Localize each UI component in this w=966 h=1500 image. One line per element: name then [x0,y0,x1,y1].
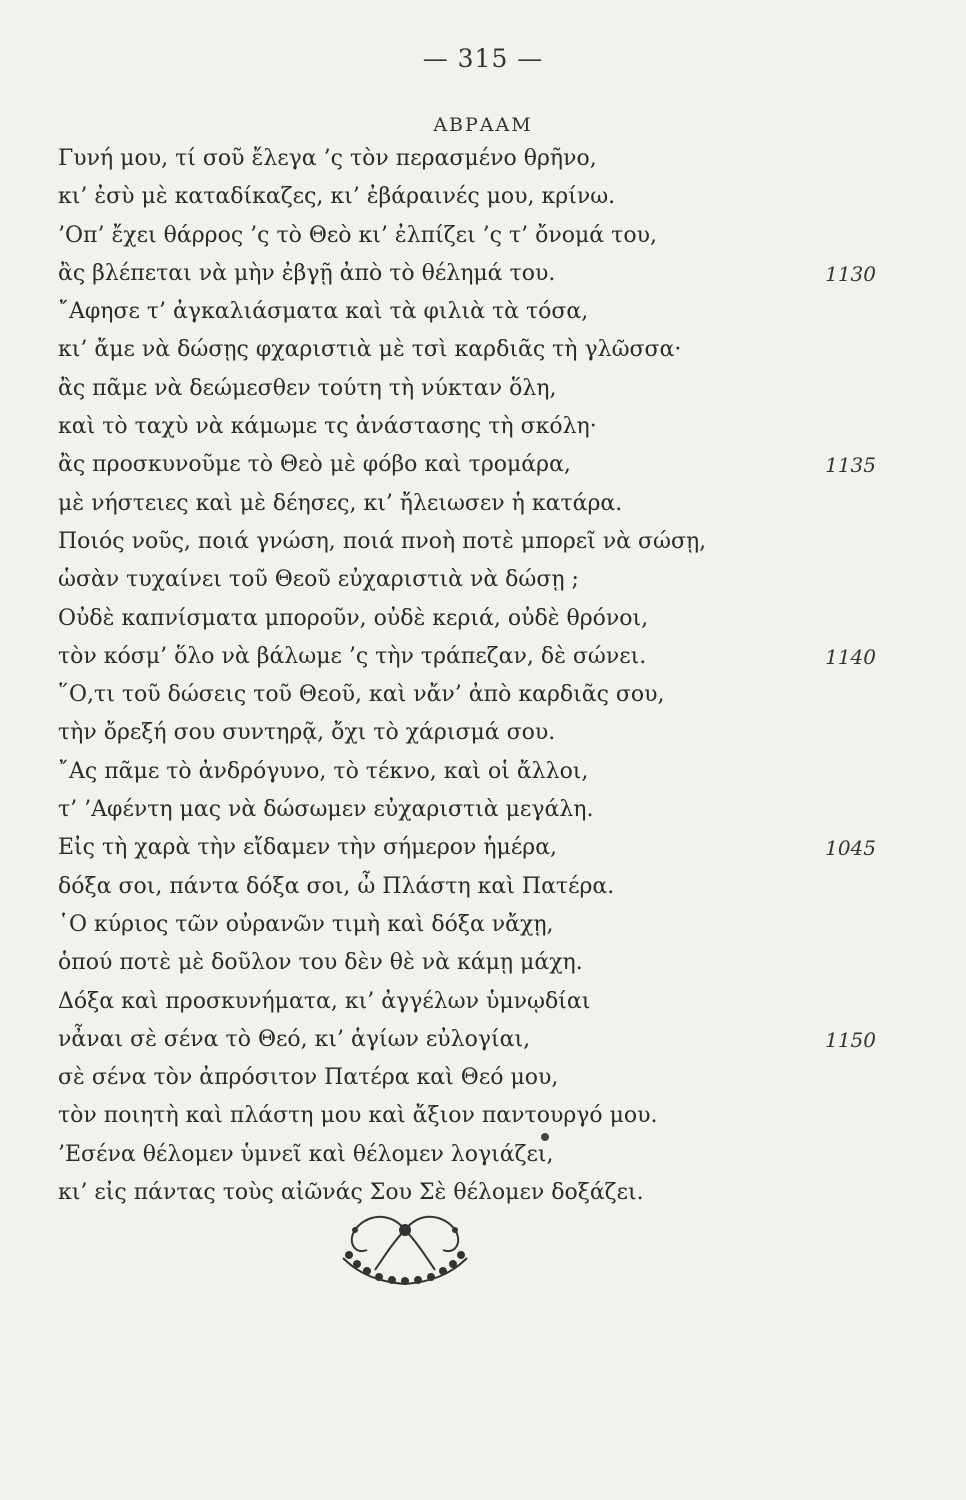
verse-line [58,561,888,599]
verse-text: σὲ σένα τὸν ἀπρόσιτον Πατέρα καὶ Θεό μου, [58,1065,559,1091]
line-number: 1140 [825,644,876,669]
verse-line [58,1021,888,1059]
verse-text: δόξα σοι, πάντα δόξα σοι, ὦ Πλάστη καὶ Πατέρα. [58,873,615,899]
floral-bow-ornament-icon [335,1200,475,1290]
verse-text: τ’ ’Αφέντη μας νὰ δώσωμεν εὐχαριστιὰ μεγάλη. [58,797,594,823]
verse-line [58,753,888,791]
verse-text: νἆναι σὲ σένα τὸ Θεό, κι’ ἁγίων εὐλογίαι, [58,1026,531,1052]
verse-text: Εἰς τὴ χαρὰ τὴν εἴδαμεν τὴν σήμερον ἡμέρα, [58,835,558,861]
verse-text: κι’ ἐσὺ μὲ καταδίκαζες, κι’ ἐβάραινές μου, κρίνω. [58,184,616,210]
verse-text: τὸν ποιητὴ καὶ πλάστη μου καὶ ἄξιον παντουργό μου. [58,1103,658,1129]
ink-dot [541,1133,549,1141]
verse-line [58,676,888,714]
verse-line [58,868,888,906]
verse-line [58,217,888,255]
verse-line [58,714,888,752]
verse-line [58,178,888,216]
verse-text: Οὐδὲ καπνίσματα μποροῦν, οὐδὲ κεριά, οὐδὲ θρόνοι, [58,605,649,631]
verse-text: ῎Αφησε τ’ ἀγκαλιάσματα καὶ τὰ φιλιὰ τὰ τόσα, [58,299,589,325]
verse-line [58,255,888,293]
verse-line [58,829,888,867]
verse-text: Ποιός νοῦς, ποιά γνώση, ποιά πνοὴ ποτὲ μπορεῖ νὰ σώσῃ, [58,528,707,554]
verse-line [58,983,888,1021]
verse-text: κι’ ἄμε νὰ δώσῃς φχαριστιὰ μὲ τσὶ καρδιᾶς τὴ γλῶσσα· [58,337,682,363]
verse-text: ἂς βλέπεται νὰ μὴν ἐβγῇ ἀπὸ τὸ θέλημά του. [58,260,556,286]
verse-text: Δόξα καὶ προσκυνήματα, κι’ ἀγγέλων ὑμνῳδίαι [58,988,591,1014]
verse-line [58,370,888,408]
verse-line [58,523,888,561]
verse-text: κι’ εἰς πάντας τοὺς αἰῶνάς Σου Σὲ θέλομεν δοξάζει. [58,1180,644,1206]
verse-line [58,331,888,369]
verse-line [58,944,888,982]
verse-text: ’Εσένα θέλομεν ὑμνεῖ καὶ θέλομεν λογιάζει, [58,1141,554,1167]
verse-line [58,1059,888,1097]
line-number: 1045 [825,836,876,861]
verse-text: ’Οπ’ ἔχει θάρρος ’ς τὸ Θεὸ κι’ ἐλπίζει ’ς τ’ ὄνομά του, [58,222,657,248]
verse-line [58,600,888,638]
verse-text: Γυνή μου, τί σοῦ ἔλεγα ’ς τὸν περασμένο θρῆνο, [58,146,597,171]
verse-line [58,293,888,331]
verse-line [58,485,888,523]
verse-line [58,791,888,829]
page-number: — 315 — [422,44,544,73]
verse-text: ἂς πᾶμε νὰ δεώμεσθεν τούτη τὴ νύκταν ὅλη, [58,375,557,401]
verse-text: τὴν ὄρεξή σου συντηρᾷ, ὄχι τὸ χάρισμά σου. [58,720,556,746]
verse-text: ὁπού ποτὲ μὲ δοῦλον του δὲν θὲ νὰ κάμῃ μάχη. [58,950,583,976]
verse-text: ἂς προσκυνοῦμε τὸ Θεὸ μὲ φόβο καὶ τρομάρα, [58,452,571,478]
verse-line [58,1097,888,1135]
verse-text: ῎Ας πᾶμε τὸ ἀνδρόγυνο, τὸ τέκνο, καὶ οἱ ἄλλοι, [58,758,589,784]
verse-text: μὲ νήστειες καὶ μὲ δέησες, κι’ ἤλειωσεν ἡ κατάρα. [58,490,623,516]
line-number: 1150 [825,1027,876,1052]
line-number: 1135 [825,453,876,478]
verse-line [58,1136,888,1174]
verse-line [58,140,888,178]
verse-line [58,446,888,484]
verse-text: τὸν κόσμ’ ὅλο νὰ βάλωμε ’ς τὴν τράπεζαν, δὲ σώνει. [58,643,647,669]
speaker-heading: ΑΒΡΑΑΜ [433,114,533,136]
verse-text: ὡσὰν τυχαίνει τοῦ Θεοῦ εὐχαριστιὰ νὰ δώσῃ ; [58,567,579,593]
verse-text: καὶ τὸ ταχὺ νὰ κάμωμε τς ἀνάστασης τὴ σκόλη· [58,414,597,440]
verse-text: ῞Ο,τι τοῦ δώσεις τοῦ Θεοῦ, καὶ νἄν’ ἀπὸ καρδιᾶς σου, [58,682,665,708]
verse-line [58,638,888,676]
verse-line [58,408,888,446]
verse-text: ῾Ο κύριος τῶν οὐρανῶν τιμὴ καὶ δόξα νἄχῃ, [58,911,554,937]
verse-block [58,140,888,1212]
verse-line [58,906,888,944]
line-number: 1130 [825,261,876,286]
